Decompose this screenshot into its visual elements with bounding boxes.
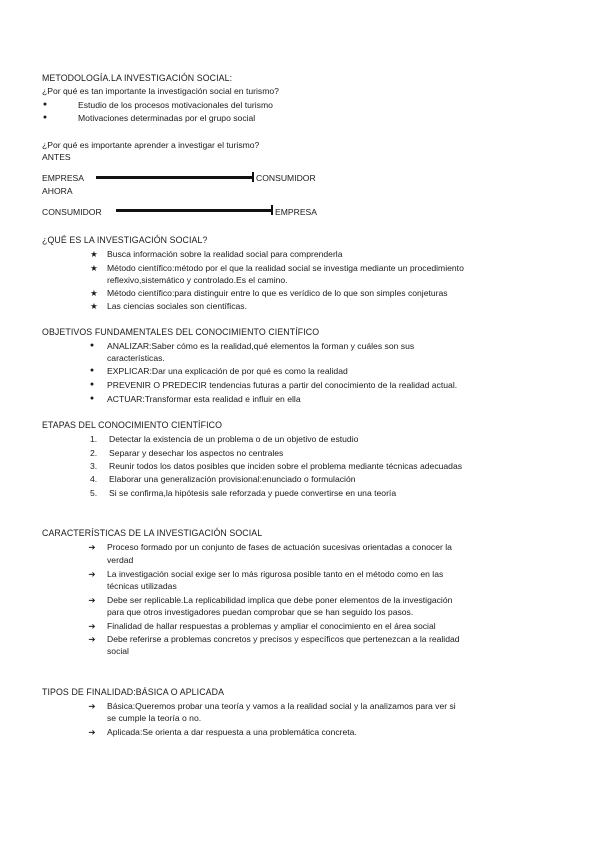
- antes-label: ANTES: [42, 152, 71, 162]
- list-item-continuation: técnicas utilizadas: [107, 581, 177, 591]
- bullet-circle: ●: [89, 342, 95, 349]
- star-icon: ★: [90, 263, 98, 273]
- list-item-continuation: social: [107, 646, 129, 656]
- star-icon: ★: [90, 249, 98, 259]
- section-heading: CARACTERÍSTICAS DE LA INVESTIGACIÓN SOCIAL: [42, 528, 263, 538]
- section-heading: ETAPAS DEL CONOCIMIENTO CIENTÍFICO: [42, 420, 223, 430]
- star-icon: ★: [90, 301, 98, 311]
- list-item: Detectar la existencia de un problema o de un objetivo de estudio: [109, 434, 359, 444]
- list-item: EXPLICAR:Dar una explicación de por qué es como la realidad: [107, 366, 348, 376]
- arrow-icon: ➔: [88, 542, 96, 552]
- list-item: ANALIZAR:Saber cómo es la realidad,qué elementos la forman y cuáles son sus: [107, 341, 415, 351]
- arrow-icon: ➔: [88, 621, 96, 631]
- list-number: 2.: [90, 448, 98, 458]
- antes-arrow-tick: [252, 172, 254, 182]
- list-item-continuation: reflexivo,sistemático y controlado.Es el camino.: [107, 275, 288, 285]
- bullet-circle: ●: [89, 367, 95, 374]
- list-item-continuation: verdad: [107, 555, 134, 565]
- ahora-left-label: CONSUMIDOR: [42, 207, 102, 217]
- list-number: 3.: [90, 461, 98, 471]
- arrow-icon: ➔: [88, 569, 96, 579]
- list-item: Las ciencias sociales son científicas.: [107, 301, 247, 311]
- arrow-icon: ➔: [88, 634, 96, 644]
- list-item: PREVENIR O PREDECIR tendencias futuras a partir del conocimiento de la realidad actual.: [107, 380, 458, 390]
- arrow-icon: ➔: [88, 701, 96, 711]
- list-number: 5.: [90, 488, 98, 498]
- list-item-continuation: para que otros investigadores puedan comprobar que se han seguido los pasos.: [107, 607, 414, 617]
- list-number: 4.: [90, 474, 98, 484]
- antes-right-label: CONSUMIDOR: [256, 173, 316, 183]
- list-item: Estudio de los procesos motivacionales del turismo: [78, 100, 273, 110]
- section-heading: TIPOS DE FINALIDAD:BÁSICA O APLICADA: [42, 687, 225, 697]
- antes-left-label: EMPRESA: [42, 173, 85, 183]
- list-item: Reunir todos los datos posibles que inciden sobre el problema mediante técnicas adecuadas: [109, 461, 463, 471]
- list-item: Aplicada:Se orienta a dar respuesta a una problemática concreta.: [107, 727, 357, 737]
- bullet-circle: ●: [89, 395, 95, 402]
- list-item: Básica:Queremos probar una teoría y vamos a la realidad social y la analizamos para ver si: [107, 701, 456, 711]
- section-heading: OBJETIVOS FUNDAMENTALES DEL CONOCIMIENTO CIENTÍFICO: [42, 327, 320, 337]
- star-icon: ★: [90, 288, 98, 298]
- arrow-icon: ➔: [88, 727, 96, 737]
- ahora-arrow-tick: [271, 205, 273, 215]
- page-title: METODOLOGÍA.LA INVESTIGACIÓN SOCIAL:: [42, 73, 233, 83]
- question-1: ¿Por qué es tan importante la investigación social en turismo?: [42, 86, 279, 96]
- list-item: Motivaciones determinadas por el grupo social: [78, 113, 256, 123]
- list-item: Método científico:para distinguir entre lo que es verídico de lo que son simples conjeturas: [107, 288, 448, 298]
- list-item-continuation: características.: [107, 353, 165, 363]
- list-item: Debe ser replicable.La replicabilidad implica que debe poner elementos de la investigación: [107, 595, 453, 605]
- list-item: La investigación social exige ser lo más rigurosa posible tanto en el método como en las: [107, 569, 444, 579]
- list-item-continuation: se cumple la teoría o no.: [107, 713, 202, 723]
- list-item: Proceso formado por un conjunto de fases de actuación sucesivas orientadas a conocer la: [107, 542, 452, 552]
- list-item: Separar y desechar los aspectos no centrales: [109, 448, 284, 458]
- section-heading: ¿QUÉ ES LA INVESTIGACIÓN SOCIAL?: [42, 235, 208, 245]
- arrow-icon: ➔: [88, 595, 96, 605]
- antes-arrow-line: [96, 176, 254, 179]
- question-2: ¿Por qué es importante aprender a investigar el turismo?: [42, 140, 260, 150]
- list-item: Si se confirma,la hipótesis sale reforzada y puede convertirse en una teoría: [109, 488, 397, 498]
- list-item: Elaborar una generalización provisional:enunciado o formulación: [109, 474, 356, 484]
- bullet-dot: ●: [42, 114, 48, 121]
- list-item: Debe referirse a problemas concretos y precisos y específicos que pertenezcan a la realidad: [107, 634, 460, 644]
- bullet-dot: ●: [42, 101, 48, 108]
- list-number: 1.: [90, 434, 98, 444]
- list-item: Busca información sobre la realidad social para comprenderla: [107, 249, 343, 259]
- list-item: ACTUAR:Transformar esta realidad e influir en ella: [107, 394, 301, 404]
- ahora-label: AHORA: [42, 186, 73, 196]
- ahora-right-label: EMPRESA: [275, 207, 318, 217]
- bullet-circle: ●: [89, 381, 95, 388]
- list-item: Método científico:método por el que la realidad social se investiga mediante un procedimiento: [107, 263, 464, 273]
- ahora-arrow-line: [116, 209, 273, 212]
- list-item: Finalidad de hallar respuestas a problemas y ampliar el conocimiento en el área social: [107, 621, 436, 631]
